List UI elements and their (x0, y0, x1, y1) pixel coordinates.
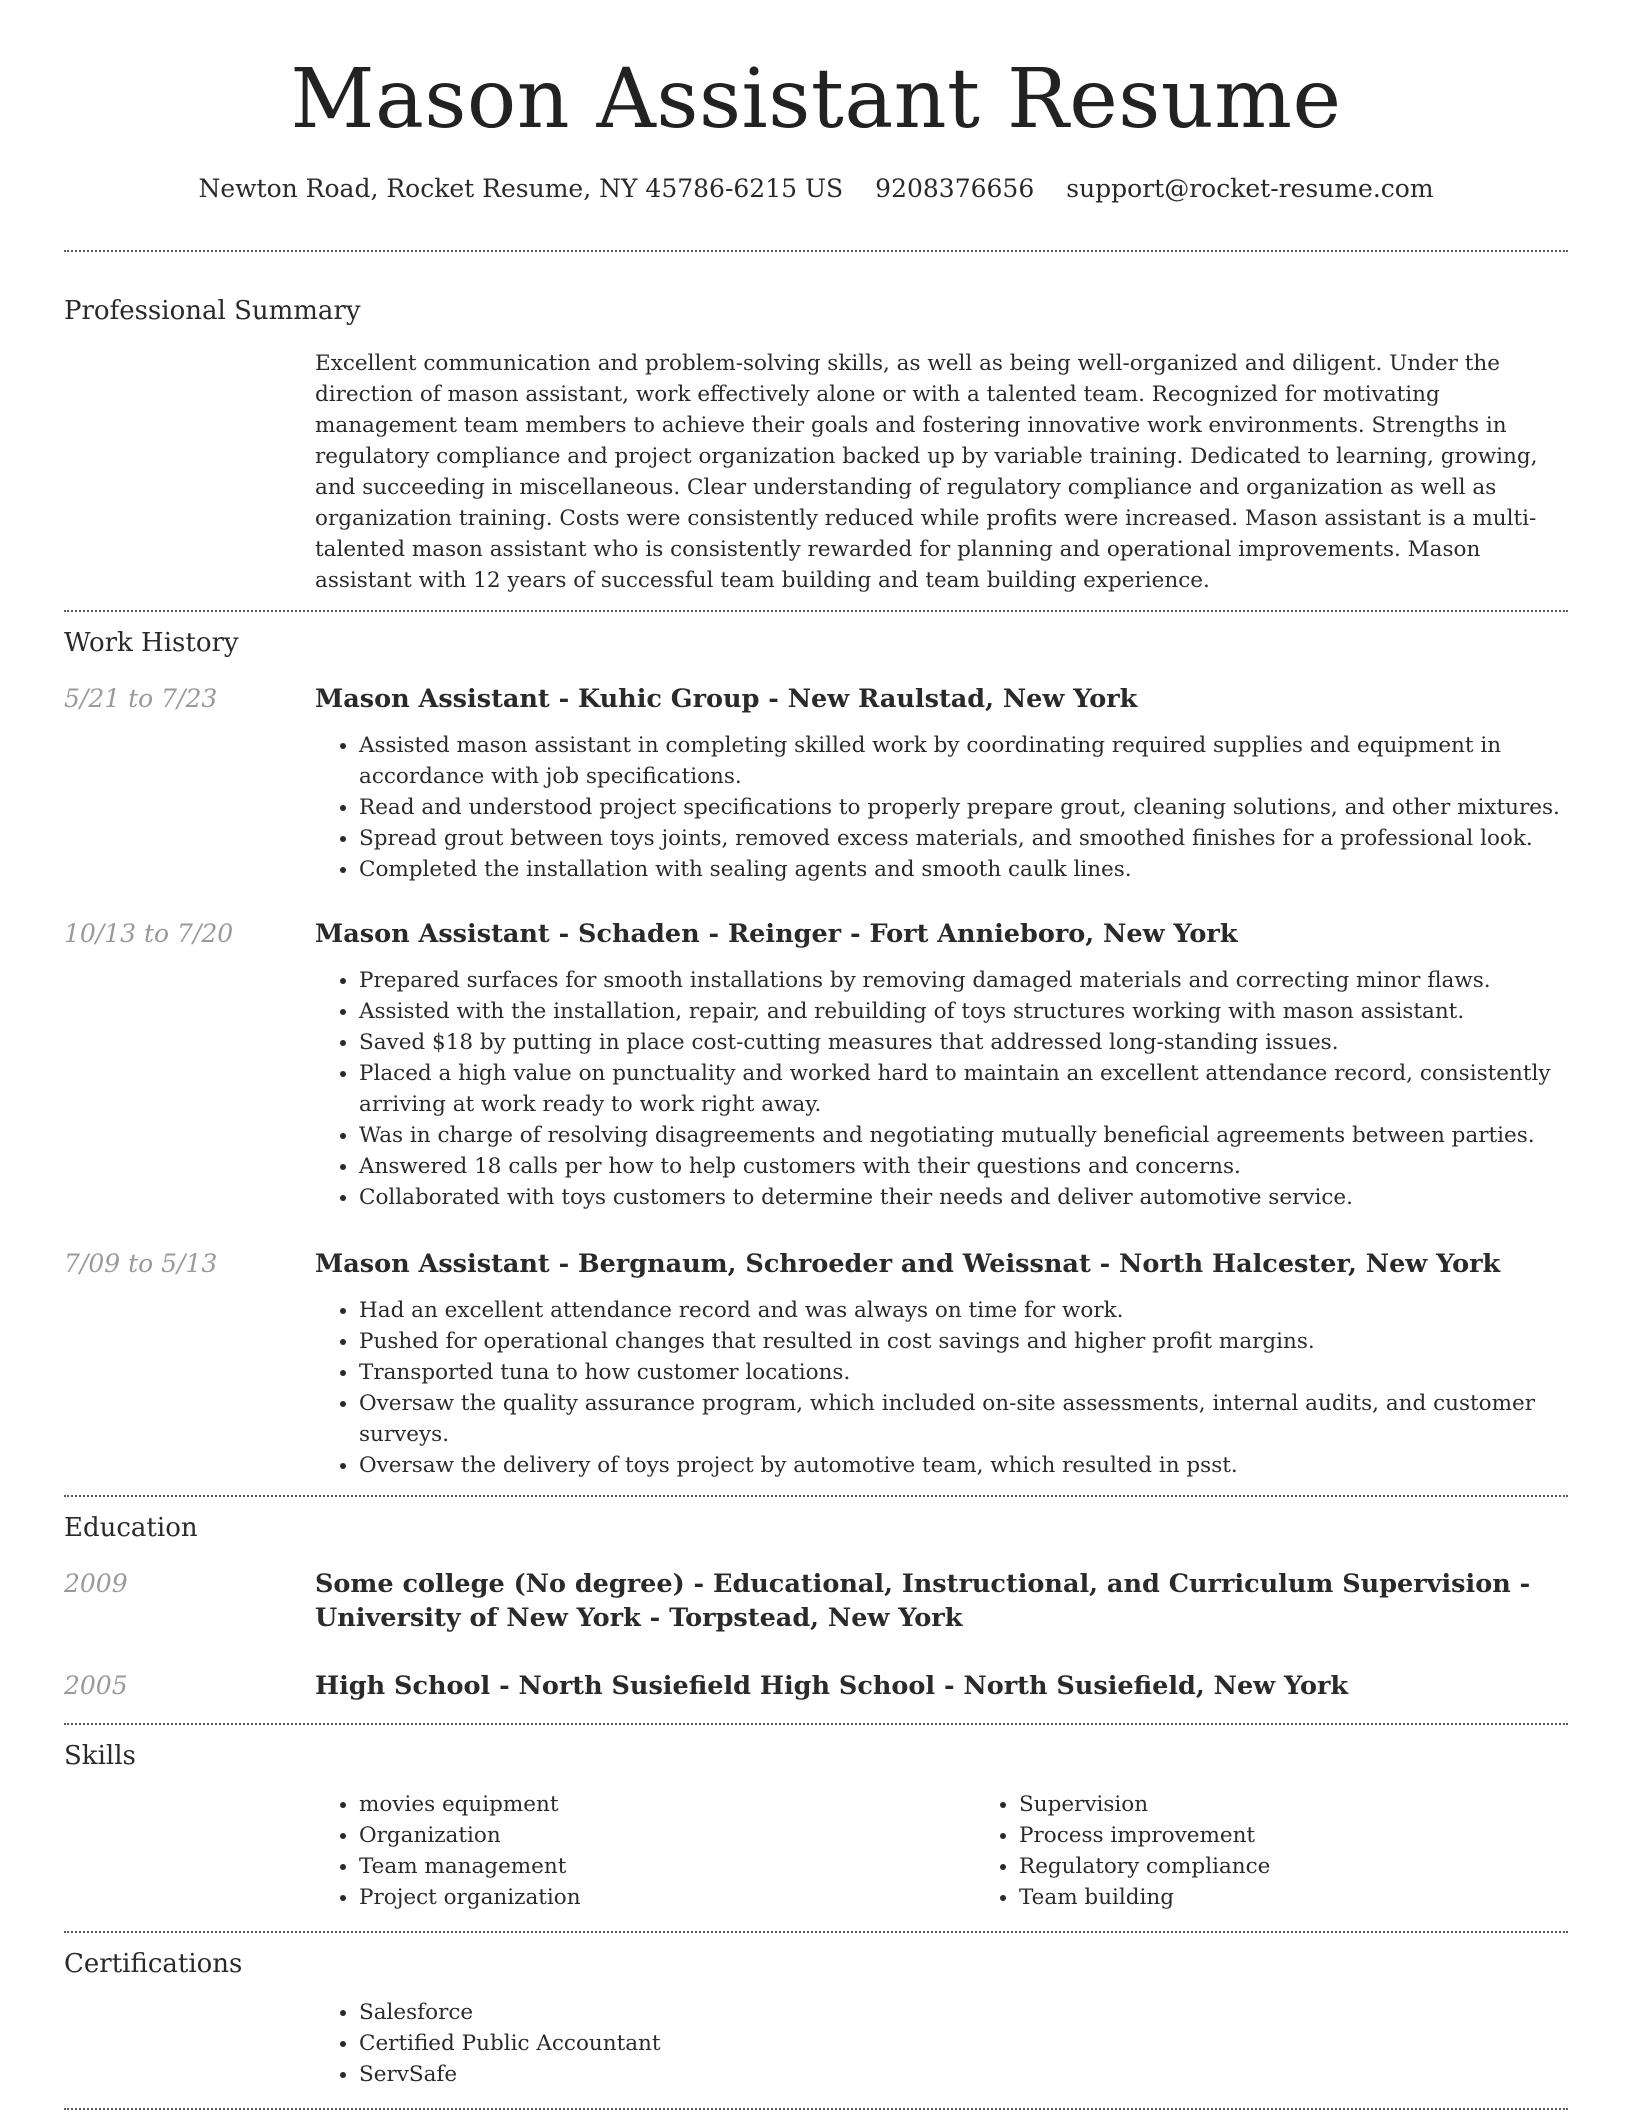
list-item: • Collaborated with toys customers to determine their needs and deliver automotive service. (359, 1182, 1568, 1213)
skill-item: • Project organization (359, 1882, 975, 1913)
list-item: • Completed the installation with sealing agents and smooth caulk lines. (359, 854, 1568, 885)
job-dates: 10/13 to 7/20 (64, 919, 234, 948)
list-item: • Spread grout between toys joints, removed excess materials, and smoothed finishes for a professional look. (359, 823, 1568, 854)
contact-address: Newton Road, Rocket Resume, NY 45786-6215 US (198, 174, 844, 203)
list-item: • Oversaw the quality assurance program, which included on-site assessments, internal audits, and customer surveys. (359, 1388, 1568, 1450)
summary-text: Excellent communication and problem-solving skills, as well as being well-organized and diligent. Under the direction of mason assistant, work effectively alone or with a talented team. Recognized for motivating management team members to achieve their goals and fostering innovative work environments. Strengths in regulatory compliance and project organization backed up by variable training. Dedicated to learning, growing, and succeeding in miscellaneous. Clear understanding of regulatory compliance and organization as well as organization training. Costs were consistently reduced while profits were increased. Mason assistant is a multi-talented mason assistant who is consistently rewarded for planning and operational improvements. Mason assistant with 12 years of successful team building and team building experience. (315, 351, 1538, 593)
certification-item: • Salesforce (359, 1997, 1568, 2028)
list-item: • Saved $18 by putting in place cost-cutting measures that addressed long-standing issues. (359, 1027, 1568, 1058)
list-item: • Was in charge of resolving disagreements and negotiating mutually beneficial agreements between parties. (359, 1120, 1568, 1151)
skill-item: • Team management (359, 1851, 975, 1882)
list-item: • Read and understood project specifications to properly prepare grout, cleaning solutions, and other mixtures. (359, 792, 1568, 823)
job-dates: 7/09 to 5/13 (64, 1249, 218, 1278)
list-item: • Prepared surfaces for smooth installations by removing damaged materials and correcting minor flaws. (359, 965, 1568, 996)
list-item: • Pushed for operational changes that resulted in cost savings and higher profit margins. (359, 1326, 1568, 1357)
list-item: • Answered 18 calls per how to help customers with their questions and concerns. (359, 1151, 1568, 1182)
certification-item: • Certified Public Accountant (359, 2028, 1568, 2059)
skill-item: • Supervision (1019, 1789, 1270, 1820)
job-bullets (315, 1295, 1568, 1481)
job-bullets (315, 965, 1568, 1213)
education-text: High School - North Susiefield High School - North Susiefield, New York (315, 1671, 1349, 1701)
summary-section (0, 252, 1632, 596)
job-entry (64, 682, 1568, 885)
list-item: • Transported tuna to how customer locations. (359, 1357, 1568, 1388)
certification-item: • ServSafe (359, 2059, 1568, 2090)
list-item: • Had an excellent attendance record and was always on time for work. (359, 1295, 1568, 1326)
education-entry (64, 1567, 1568, 1635)
resume-header (0, 0, 1632, 206)
skills-list-right (975, 1789, 1270, 1913)
section-title-certifications: Certifications (64, 1949, 243, 1979)
education-text: Some college (No degree) - Educational, Instructional, and Curriculum Supervision - University of New York - Torpstead, New York (315, 1569, 1531, 1633)
skill-item: • Process improvement (1019, 1820, 1270, 1851)
job-heading: Mason Assistant - Bergnaum, Schroeder and Weissnat - North Halcester, New York (315, 1249, 1501, 1279)
skill-item: • Regulatory compliance (1019, 1851, 1270, 1882)
skill-item: • Team building (1019, 1882, 1270, 1913)
contact-email: support@rocket-resume.com (1066, 174, 1434, 203)
list-item: • Oversaw the delivery of toys project by automotive team, which resulted in psst. (359, 1450, 1568, 1481)
section-title-work: Work History (64, 628, 239, 658)
list-item: • Assisted with the installation, repair, and rebuilding of toys structures working with mason assistant. (359, 996, 1568, 1027)
job-heading: Mason Assistant - Kuhic Group - New Raulstad, New York (315, 684, 1138, 714)
list-item: • Placed a high value on punctuality and worked hard to maintain an excellent attendance record, consistently arriving at work ready to work right away. (359, 1058, 1568, 1120)
skills-grid (315, 1789, 1568, 1913)
education-entry (64, 1669, 1568, 1703)
resume-name: Mason Assistant Resume (290, 52, 1342, 147)
education-year: 2005 (64, 1671, 128, 1700)
job-heading: Mason Assistant - Schaden - Reinger - Fort Annieboro, New York (315, 919, 1238, 949)
section-title-summary: Professional Summary (64, 296, 361, 326)
list-item: • Assisted mason assistant in completing skilled work by coordinating required supplies and equipment in accordance with job specifications. (359, 730, 1568, 792)
divider (64, 2108, 1568, 2110)
job-entry (64, 917, 1568, 1213)
education-section (0, 1497, 1632, 1703)
work-history-section (0, 612, 1632, 1481)
contact-phone: 9208376656 (875, 174, 1035, 203)
skill-item: • Organization (359, 1820, 975, 1851)
education-year: 2009 (64, 1569, 128, 1598)
job-entry (64, 1247, 1568, 1481)
skills-section (0, 1725, 1632, 1913)
contact-line (0, 172, 1632, 206)
section-title-education: Education (64, 1513, 198, 1543)
skill-item: • movies equipment (359, 1789, 975, 1820)
certifications-section (0, 1933, 1632, 2090)
section-title-skills: Skills (64, 1741, 136, 1771)
job-bullets (315, 730, 1568, 885)
skills-list-left (315, 1789, 975, 1913)
job-dates: 5/21 to 7/23 (64, 684, 218, 713)
certifications-list (315, 1997, 1568, 2090)
